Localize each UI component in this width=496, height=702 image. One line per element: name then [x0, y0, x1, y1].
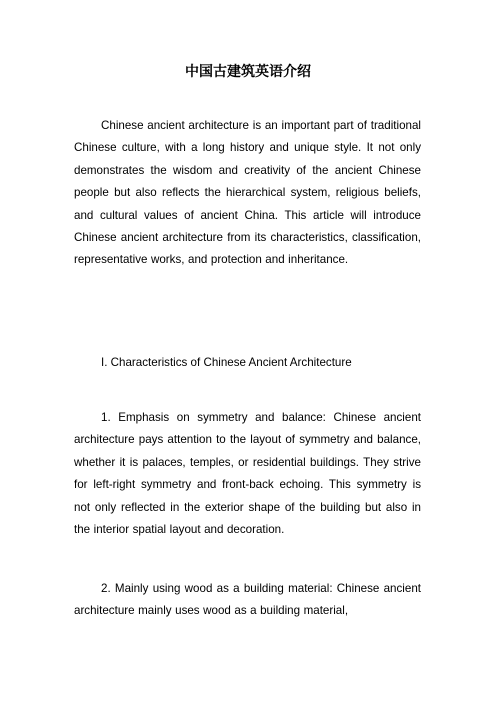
list-item: 2. Mainly using wood as a building material: Chinese ancient architecture mainly uses wood as a building material,: [74, 582, 421, 618]
document-title: 中国古建筑英语介绍: [185, 64, 311, 80]
intro-paragraph: Chinese ancient architecture is an important part of traditional Chinese culture, with a long history and unique style. It not only demonstrates the wisdom and creativity of the ancient Chinese people but also reflects the hierarchical system, religious beliefs, and cultural values of ancient China. This article will introduce Chinese ancient architecture from its characteristics, classification, representative works, and protection and inheritance.: [74, 119, 421, 267]
section-heading: I. Characteristics of Chinese Ancient Architecture: [101, 356, 352, 369]
list-item: 1. Emphasis on symmetry and balance: Chinese ancient architecture pays attention to the layout of symmetry and balance, whether it is palaces, temples, or residential buildings. They strive for left-right symmetry and front-back echoing. This symmetry is not only reflected in the exterior shape of the building but also in the interior spatial layout and decoration.: [74, 411, 421, 537]
